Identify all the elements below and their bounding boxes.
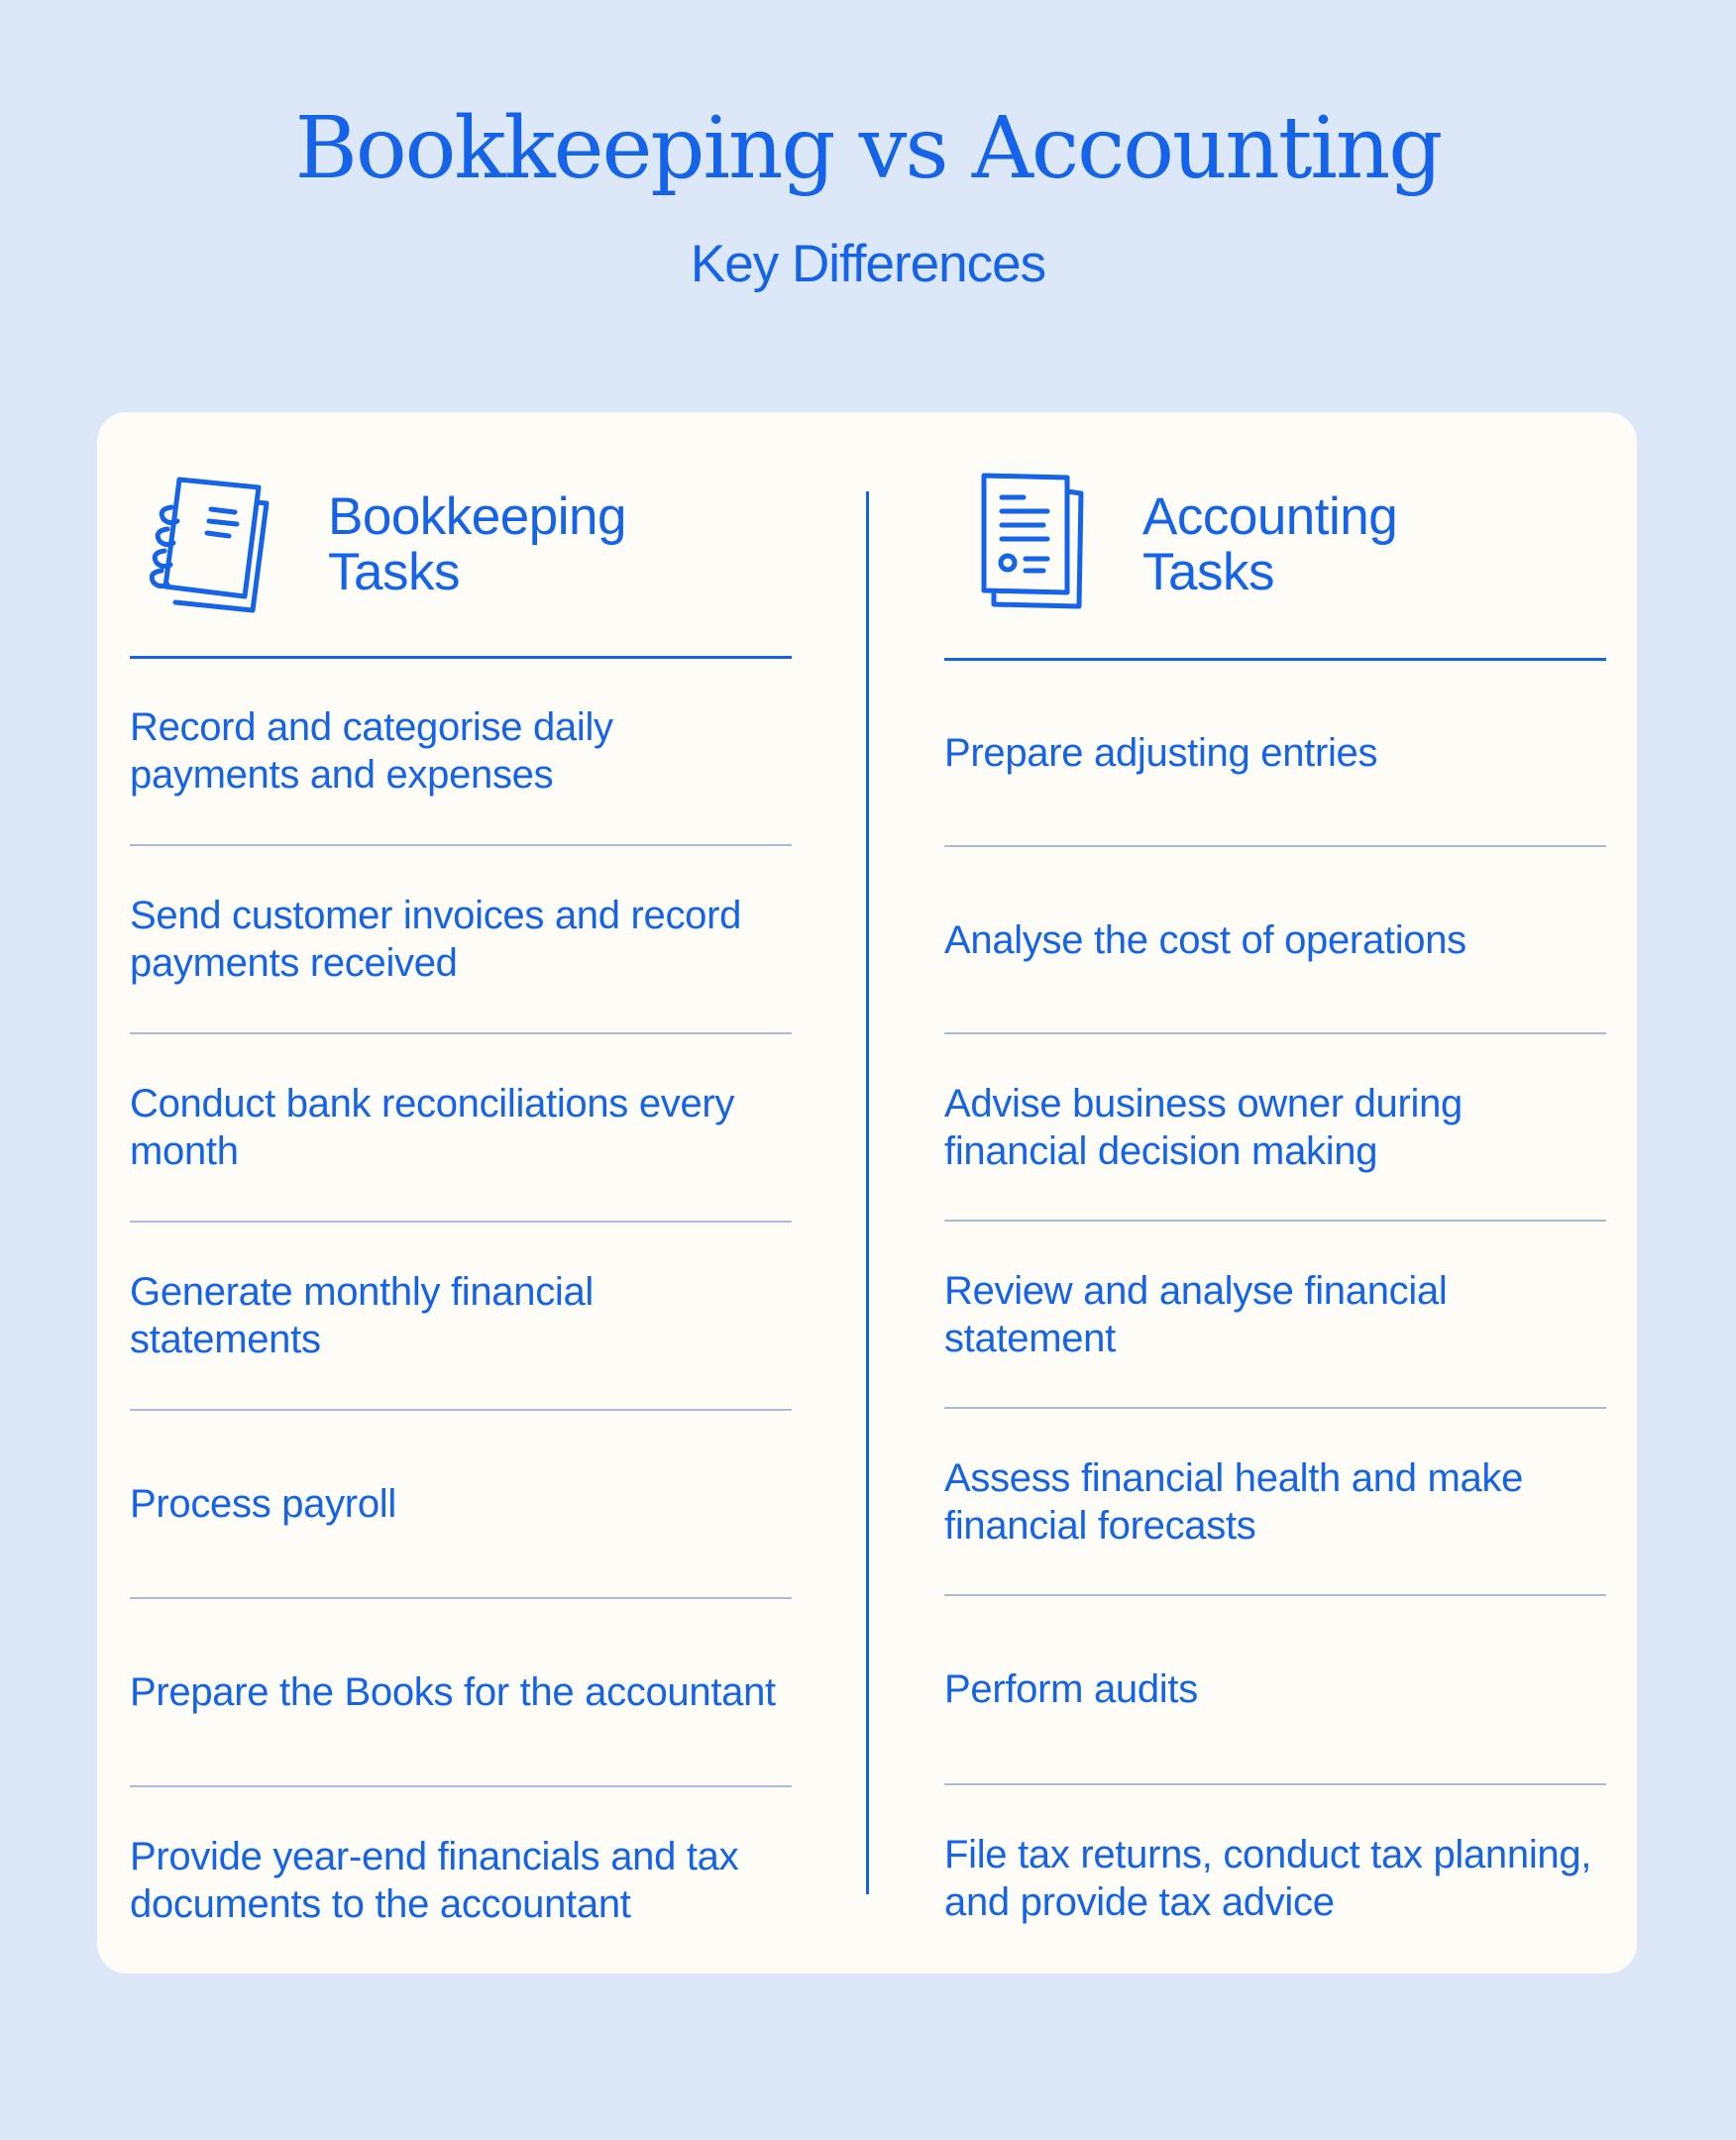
accounting-header	[944, 468, 1606, 616]
accounting-title-line2: Tasks	[1142, 543, 1274, 601]
column-divider	[866, 491, 869, 1894]
bookkeeping-title-line1: Bookkeeping	[328, 487, 626, 546]
task-row: Perform audits	[944, 1667, 1198, 1711]
task-row: Process payroll	[130, 1482, 396, 1526]
task-row: Assess financial health and make financial forecasts	[944, 1456, 1524, 1548]
task-row: File tax returns, conduct tax planning, and provide tax advice	[944, 1833, 1592, 1924]
document-icon	[964, 468, 1103, 616]
bookkeeping-title-line2: Tasks	[328, 543, 460, 601]
task-row: Prepare adjusting entries	[944, 731, 1378, 775]
task-row: Advise business owner during financial decision making	[944, 1082, 1464, 1173]
accounting-title-line1: Accounting	[1142, 487, 1398, 546]
task-row: Review and analyse financial statement	[944, 1269, 1448, 1360]
task-row: Record and categorise daily payments and expenses	[130, 705, 613, 797]
accounting-title	[1142, 489, 1598, 600]
comparison-card	[97, 412, 1637, 1974]
task-row: Conduct bank reconciliations every month	[130, 1082, 735, 1173]
task-row: Analyse the cost of operations	[944, 918, 1466, 962]
task-row: Provide year-end financials and tax documents to the accountant	[130, 1835, 739, 1926]
notebook-icon	[150, 468, 288, 616]
page-subtitle: Key Differences	[690, 235, 1046, 293]
task-row: Send customer invoices and record payments received	[130, 894, 742, 985]
bookkeeping-title	[328, 489, 784, 600]
task-row: Prepare the Books for the accountant	[130, 1670, 776, 1714]
page-title: Bookkeeping vs Accounting	[294, 99, 1442, 198]
bookkeeping-header	[130, 468, 792, 616]
task-row: Generate monthly financial statements	[130, 1270, 595, 1361]
